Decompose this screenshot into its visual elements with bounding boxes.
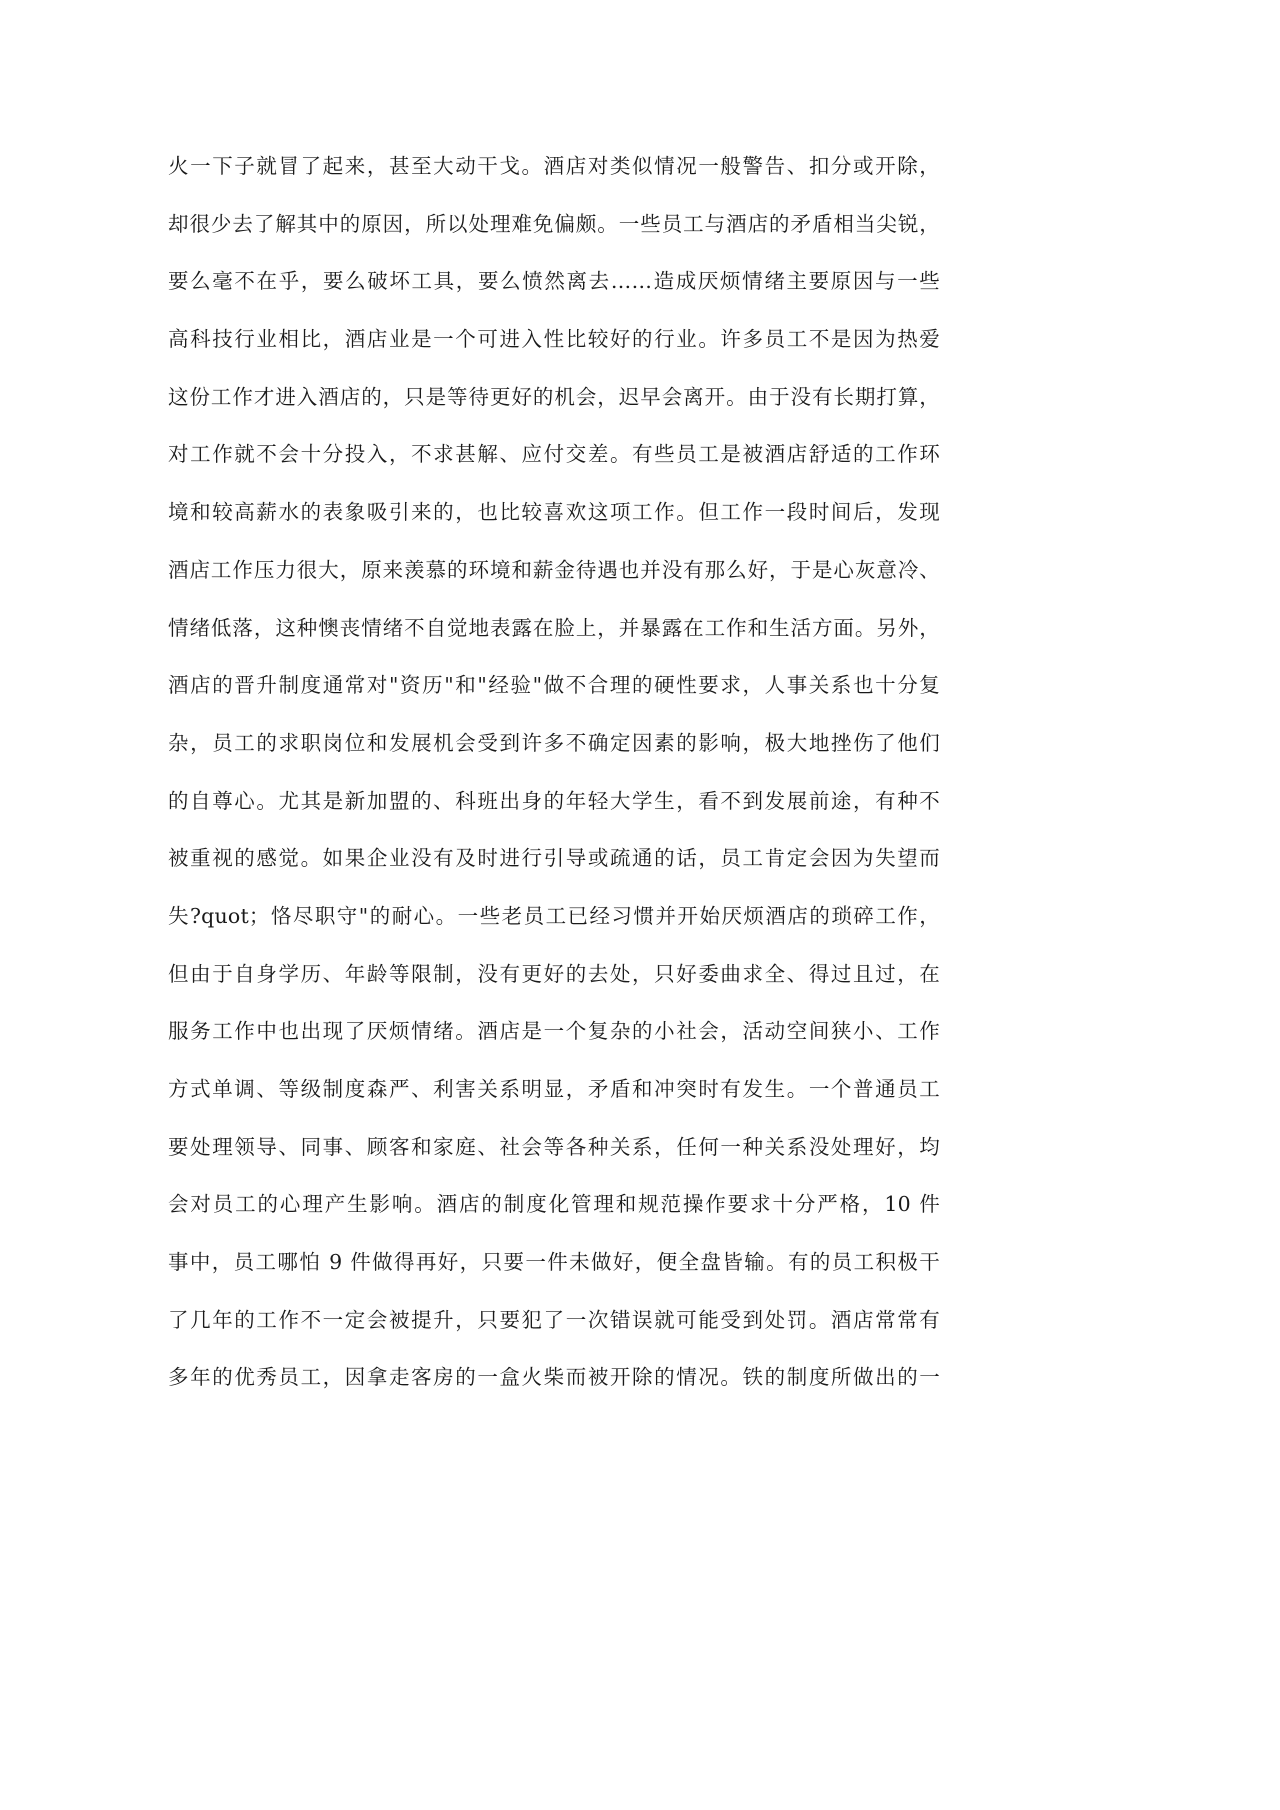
text-line: 对工作就不会十分投入，不求甚解、应付交差。有些员工是被酒店舒适的工作环 bbox=[168, 442, 940, 467]
text-line: 情绪低落，这种懊丧情绪不自觉地表露在脸上，并暴露在工作和生活方面。另外， bbox=[168, 615, 940, 640]
text-line: 却很少去了解其中的原因，所以处理难免偏颇。一些员工与酒店的矛盾相当尖锐， bbox=[168, 211, 940, 236]
text-line: 事中，员工哪怕 9 件做得再好，只要一件未做好，便全盘皆输。有的员工积极干 bbox=[168, 1250, 940, 1275]
text-line: 火一下子就冒了起来，甚至大动干戈。酒店对类似情况一般警告、扣分或开除， bbox=[168, 154, 940, 178]
text-line: 的自尊心。尤其是新加盟的、科班出身的年轻大学生，看不到发展前途，有种不 bbox=[168, 788, 940, 813]
text-line: 会对员工的心理产生影响。酒店的制度化管理和规范操作要求十分严格，10 件 bbox=[168, 1192, 940, 1217]
body-text bbox=[168, 138, 940, 1407]
text-line: 杂，员工的求职岗位和发展机会受到许多不确定因素的影响，极大地挫伤了他们 bbox=[168, 730, 940, 755]
text-line: 境和较高薪水的表象吸引来的，也比较喜欢这项工作。但工作一段时间后，发现 bbox=[168, 500, 940, 525]
text-line: 要处理领导、同事、顾客和家庭、社会等各种关系，任何一种关系没处理好，均 bbox=[168, 1134, 940, 1159]
text-line: 失?quot；恪尽职守"的耐心。一些老员工已经习惯并开始厌烦酒店的琐碎工作， bbox=[168, 903, 940, 928]
text-line: 高科技行业相比，酒店业是一个可进入性比较好的行业。许多员工不是因为热爱 bbox=[168, 327, 940, 352]
text-line: 被重视的感觉。如果企业没有及时进行引导或疏通的话，员工肯定会因为失望而 bbox=[168, 846, 940, 871]
text-line: 这份工作才进入酒店的，只是等待更好的机会，迟早会离开。由于没有长期打算， bbox=[168, 384, 940, 409]
text-line: 了几年的工作不一定会被提升，只要犯了一次错误就可能受到处罚。酒店常常有 bbox=[168, 1307, 940, 1332]
text-line: 要么毫不在乎，要么破坏工具，要么愤然离去……造成厌烦情绪主要原因与一些 bbox=[168, 269, 940, 294]
text-line: 多年的优秀员工，因拿走客房的一盒火柴而被开除的情况。铁的制度所做出的一 bbox=[168, 1365, 940, 1390]
text-line: 酒店的晋升制度通常对"资历"和"经验"做不合理的硬性要求，人事关系也十分复 bbox=[168, 673, 940, 698]
text-line: 方式单调、等级制度森严、利害关系明显，矛盾和冲突时有发生。一个普通员工 bbox=[168, 1077, 940, 1101]
text-line: 服务工作中也出现了厌烦情绪。酒店是一个复杂的小社会，活动空间狭小、工作 bbox=[168, 1019, 940, 1044]
text-line: 酒店工作压力很大，原来羡慕的环境和薪金待遇也并没有那么好，于是心灰意冷、 bbox=[168, 557, 940, 582]
text-line: 但由于自身学历、年龄等限制，没有更好的去处，只好委曲求全、得过且过，在 bbox=[168, 961, 940, 986]
